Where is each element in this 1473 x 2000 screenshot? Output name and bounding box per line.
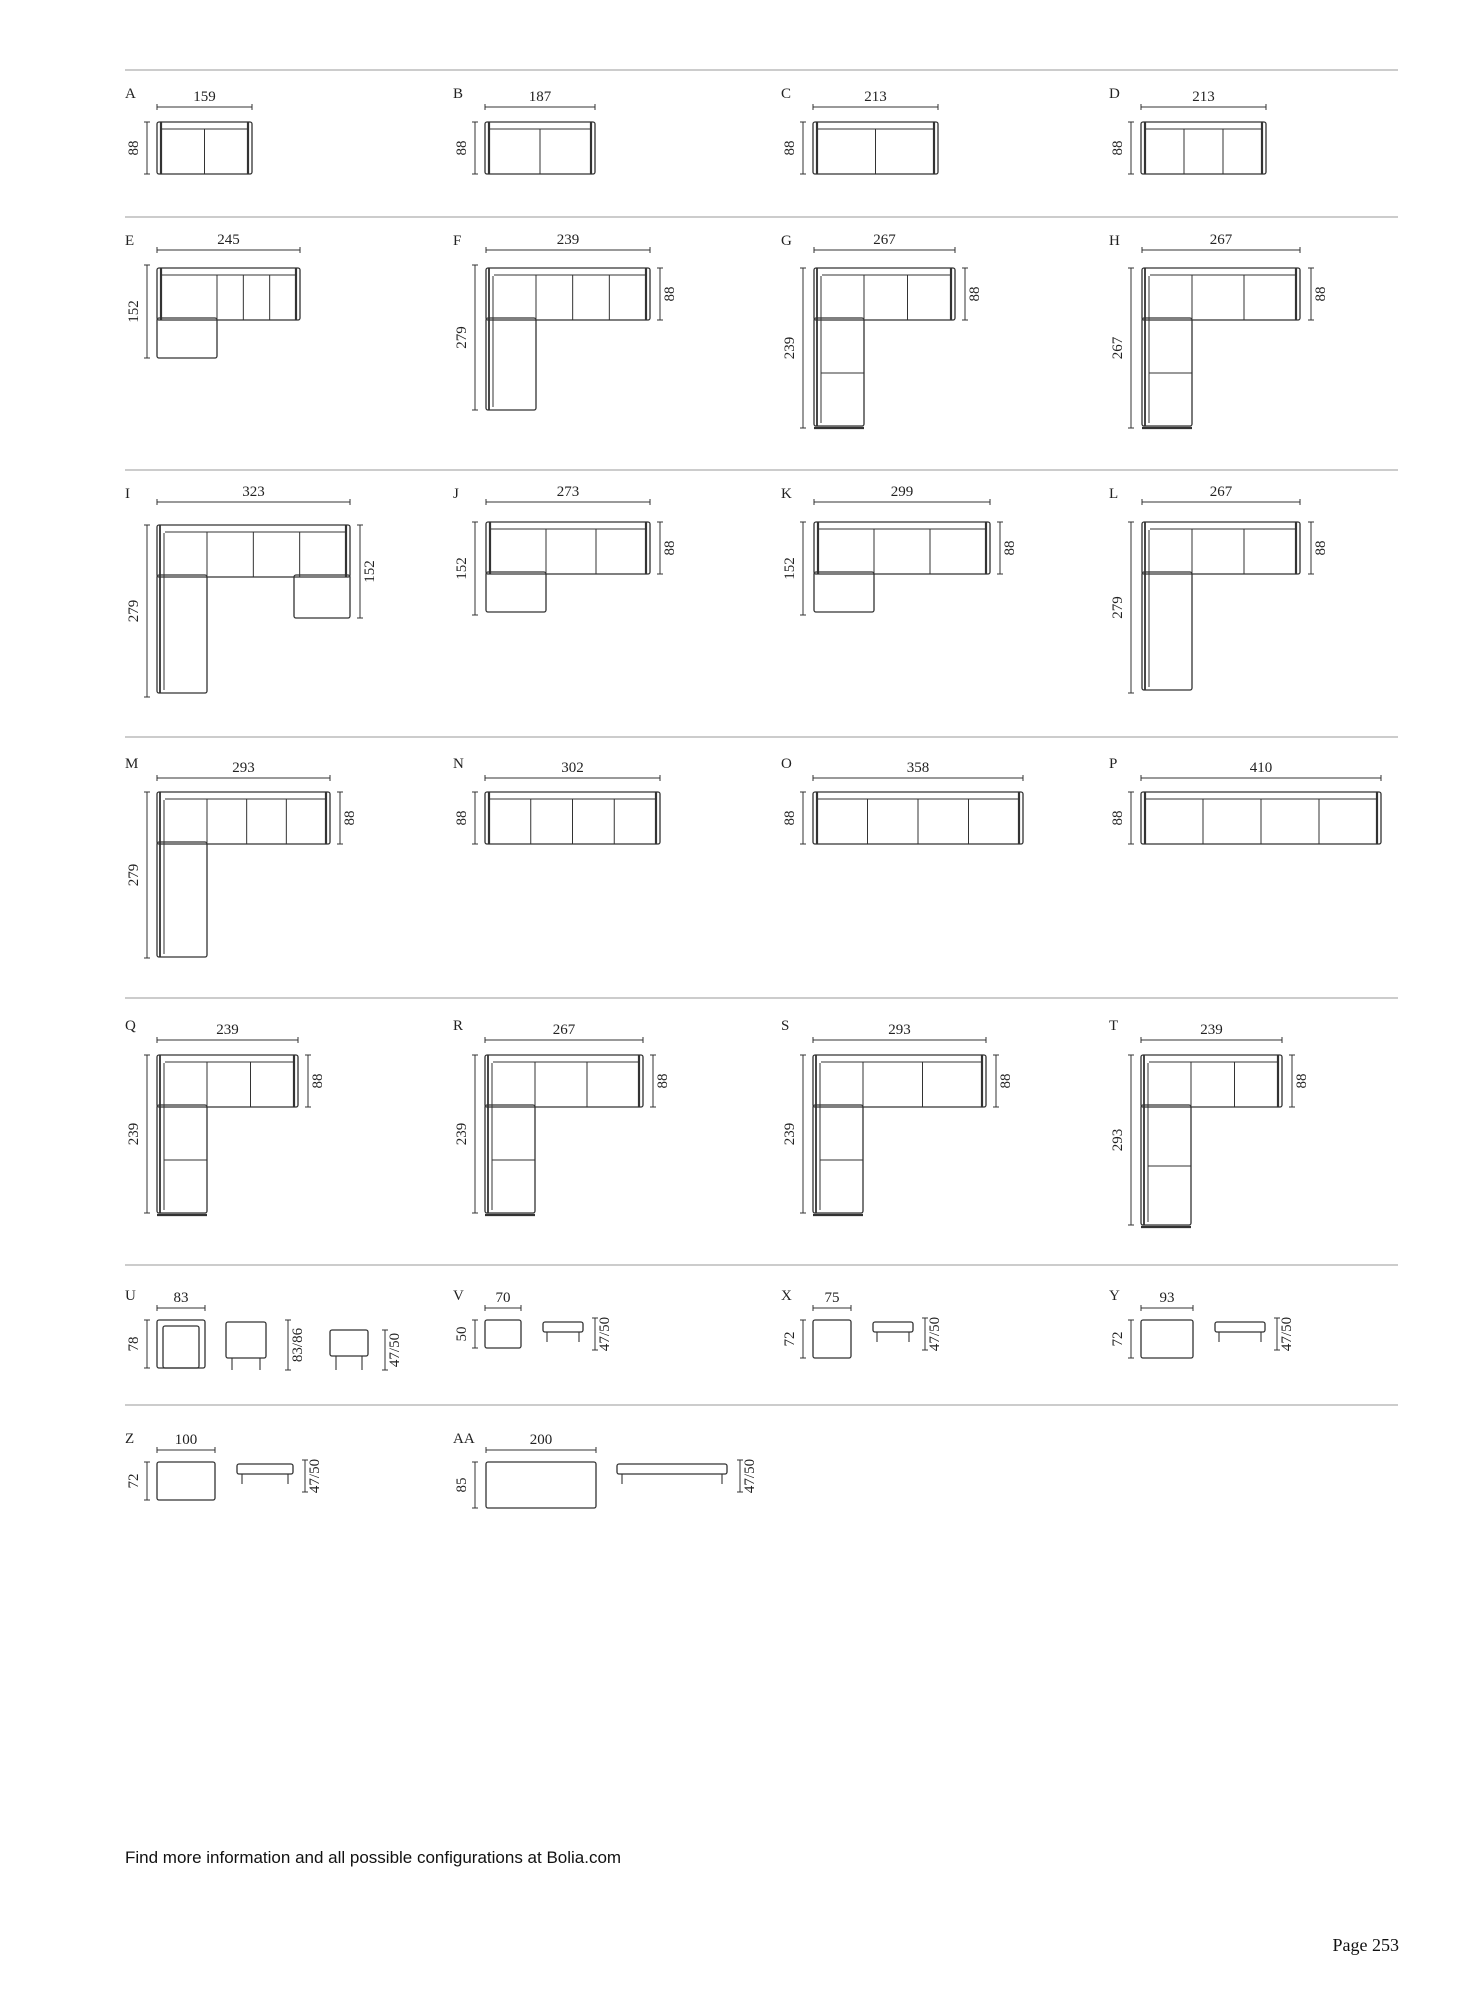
width-dimension: 267: [1209, 484, 1233, 500]
width-dimension: 267: [552, 1022, 576, 1038]
configuration-letter: V: [453, 1288, 464, 1304]
configuration-letter: D: [1109, 86, 1120, 102]
configuration-letter: A: [125, 86, 136, 102]
footer-note: Find more information and all possible configurations at Bolia.com: [125, 1848, 622, 1867]
depth-dimension: 279: [126, 863, 142, 887]
configuration-h: [1109, 232, 1329, 428]
width-dimension: 70: [495, 1290, 511, 1306]
configuration-letter: U: [125, 1288, 136, 1304]
width-dimension: 239: [1200, 1022, 1223, 1038]
configuration-r: [453, 1018, 671, 1215]
configuration-letter: F: [453, 233, 462, 249]
width-dimension: 213: [864, 89, 887, 105]
configuration-m: [125, 756, 358, 958]
configuration-letter: E: [125, 233, 135, 249]
depth-dimension: 85: [454, 1477, 470, 1493]
depth-dimension: 88: [1002, 540, 1018, 556]
depth-dimension: 72: [782, 1331, 798, 1347]
depth-dimension: 88: [662, 286, 678, 302]
depth-dimension: 88: [342, 810, 358, 826]
depth-dimension: 47/50: [742, 1458, 758, 1494]
configuration-t: [1109, 1018, 1310, 1227]
configuration-l: [1109, 484, 1329, 693]
depth-dimension: 47/50: [597, 1316, 613, 1352]
configuration-a: [125, 86, 252, 174]
depth-dimension: 88: [662, 540, 678, 556]
depth-dimension: 47/50: [927, 1316, 943, 1352]
depth-dimension: 152: [782, 557, 798, 580]
configuration-x: [781, 1288, 943, 1358]
width-dimension: 358: [906, 760, 930, 776]
depth-dimension: 47/50: [387, 1332, 403, 1368]
configuration-letter: L: [1109, 486, 1119, 502]
depth-dimension: 88: [782, 810, 798, 826]
depth-dimension: 78: [126, 1336, 142, 1352]
configuration-letter: T: [1109, 1018, 1119, 1034]
width-dimension: 410: [1249, 760, 1273, 776]
depth-dimension: 152: [362, 560, 378, 583]
configuration-q: [125, 1018, 326, 1215]
depth-dimension: 88: [454, 810, 470, 826]
depth-dimension: 279: [126, 599, 142, 623]
configuration-letter: G: [781, 233, 792, 249]
depth-dimension: 88: [126, 140, 142, 156]
width-dimension: 159: [193, 89, 216, 105]
depth-dimension: 72: [126, 1473, 142, 1489]
page-number: Page 253: [1332, 1935, 1399, 1955]
width-dimension: 239: [216, 1022, 239, 1038]
width-dimension: 83: [173, 1290, 189, 1306]
depth-dimension: 152: [126, 300, 142, 323]
configuration-letter: J: [453, 486, 459, 502]
depth-dimension: 83/86: [290, 1327, 306, 1363]
configuration-i: [125, 484, 378, 697]
configuration-letter: C: [781, 86, 792, 102]
configuration-letter: Y: [1109, 1288, 1120, 1304]
depth-dimension: 88: [967, 286, 983, 302]
width-dimension: 100: [174, 1432, 198, 1448]
configuration-o: [781, 756, 1023, 844]
depth-dimension: 293: [1110, 1128, 1126, 1152]
depth-dimension: 88: [1110, 810, 1126, 826]
configuration-letter: N: [453, 756, 464, 772]
configuration-letter: R: [453, 1018, 464, 1034]
depth-dimension: 279: [454, 326, 470, 349]
configuration-d: [1109, 86, 1266, 174]
depth-dimension: 88: [1313, 286, 1329, 302]
depth-dimension: 239: [454, 1122, 470, 1146]
width-dimension: 239: [556, 232, 580, 248]
configuration-letter: Q: [125, 1018, 136, 1034]
depth-dimension: 88: [1110, 140, 1126, 156]
width-dimension: 245: [217, 232, 240, 248]
depth-dimension: 88: [310, 1073, 326, 1089]
depth-dimension: 47/50: [1279, 1316, 1295, 1352]
width-dimension: 293: [232, 760, 255, 776]
width-dimension: 299: [890, 484, 914, 500]
configuration-v: [453, 1288, 613, 1351]
configuration-y: [1109, 1288, 1295, 1358]
depth-dimension: 50: [454, 1326, 470, 1342]
width-dimension: 267: [1209, 232, 1233, 248]
depth-dimension: 239: [126, 1122, 142, 1146]
configuration-letter: I: [125, 486, 130, 502]
configuration-g: [781, 232, 983, 428]
width-dimension: 187: [528, 89, 552, 105]
width-dimension: 293: [888, 1022, 911, 1038]
depth-dimension: 152: [454, 557, 470, 580]
depth-dimension: 88: [454, 140, 470, 156]
configuration-letter: B: [453, 86, 464, 102]
configuration-letter: S: [781, 1018, 790, 1034]
configuration-letter: X: [781, 1288, 792, 1304]
configuration-p: [1109, 756, 1381, 844]
configuration-u: [125, 1288, 403, 1370]
width-dimension: 302: [561, 760, 584, 776]
depth-dimension: 88: [998, 1073, 1014, 1089]
configuration-n: [453, 756, 660, 844]
configuration-letter: Z: [125, 1431, 135, 1447]
configuration-b: [453, 86, 595, 174]
width-dimension: 75: [824, 1290, 840, 1306]
configuration-letter: P: [1109, 756, 1118, 772]
depth-dimension: 239: [782, 336, 798, 360]
configuration-letter: H: [1109, 233, 1120, 249]
configuration-letter: AA: [453, 1431, 475, 1447]
width-dimension: 273: [556, 484, 580, 500]
configuration-aa: [453, 1431, 758, 1508]
depth-dimension: 88: [1313, 540, 1329, 556]
width-dimension: 267: [873, 232, 896, 248]
depth-dimension: 88: [1294, 1073, 1310, 1089]
configuration-j: [453, 484, 678, 615]
depth-dimension: 279: [1110, 596, 1126, 619]
width-dimension: 93: [1159, 1290, 1175, 1306]
depth-dimension: 88: [782, 140, 798, 156]
configuration-k: [781, 484, 1018, 615]
configuration-letter: K: [781, 486, 792, 502]
depth-dimension: 88: [655, 1073, 671, 1089]
depth-dimension: 239: [782, 1122, 798, 1146]
configuration-s: [781, 1018, 1014, 1215]
configuration-letter: M: [125, 756, 139, 772]
configuration-e: [125, 232, 300, 358]
configuration-letter: O: [781, 756, 792, 772]
depth-dimension: 267: [1110, 336, 1126, 360]
configuration-c: [781, 86, 938, 174]
width-dimension: 323: [242, 484, 265, 500]
width-dimension: 200: [529, 1432, 553, 1448]
depth-dimension: 72: [1110, 1331, 1126, 1347]
configuration-z: [125, 1431, 323, 1500]
depth-dimension: 47/50: [307, 1458, 323, 1494]
width-dimension: 213: [1192, 89, 1215, 105]
configuration-f: [453, 232, 678, 410]
